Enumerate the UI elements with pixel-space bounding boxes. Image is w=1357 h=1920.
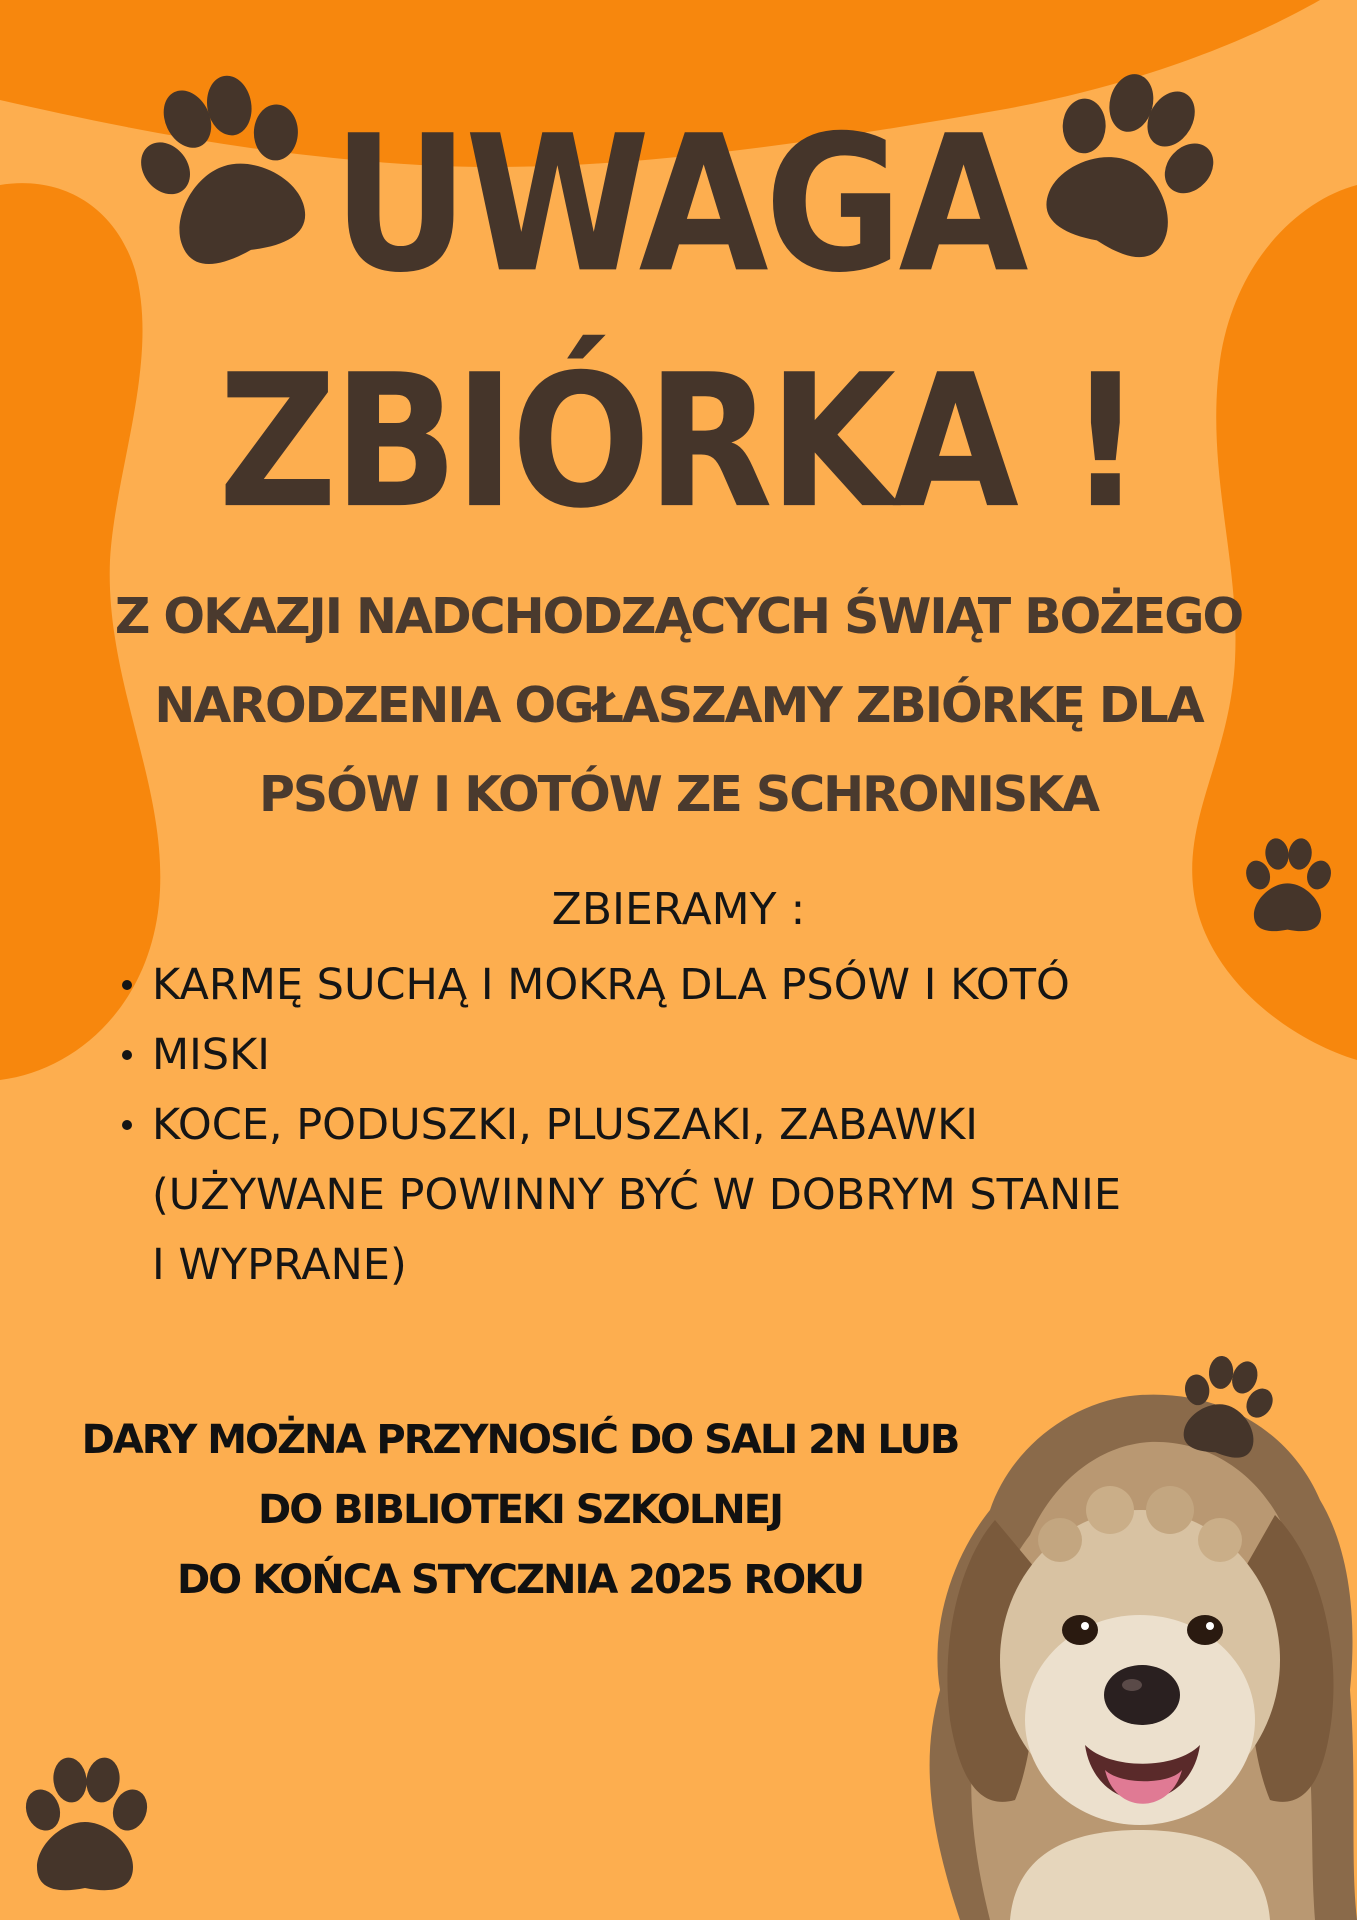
collect-heading: ZBIERAMY : xyxy=(551,884,806,935)
title-zbiorka: ZBIÓRKA ! xyxy=(218,334,1139,549)
list-item-text: KOCE, PODUSZKI, PLUSZAKI, ZABAWKI xyxy=(152,1100,978,1150)
paw-print-icon xyxy=(1160,1342,1290,1472)
bullet-icon xyxy=(122,980,132,990)
bullet-icon xyxy=(122,1120,132,1130)
intro-text xyxy=(0,572,1357,839)
title-uwaga: UWAGA xyxy=(332,94,1025,315)
donation-line: DO BIBLIOTEKI SZKOLNEJ xyxy=(258,1487,782,1533)
list-item-text: KARMĘ SUCHĄ I MOKRĄ DLA PSÓW I KOTÓ xyxy=(152,960,1070,1010)
list-item-text: I WYPRANE) xyxy=(152,1240,407,1290)
list-item-text: MISKI xyxy=(152,1030,270,1080)
intro-line: PSÓW I KOTÓW ZE SCHRONISKA xyxy=(259,766,1098,823)
intro-line: NARODZENIA OGŁASZAMY ZBIÓRKĘ DLA xyxy=(154,677,1203,734)
donation-line: DO KOŃCA STYCZNIA 2025 ROKU xyxy=(176,1557,864,1603)
list-item xyxy=(112,1020,1357,1090)
list-item xyxy=(112,950,1357,1020)
bullet-icon xyxy=(122,1050,132,1060)
list-item-text: (UŻYWANE POWINNY BYĆ W DOBRYM STANIE xyxy=(152,1170,1122,1220)
donation-info xyxy=(40,1405,1000,1615)
intro-line: Z OKAZJI NADCHODZĄCYCH ŚWIĄT BOŻEGO xyxy=(114,588,1243,645)
paw-print-icon xyxy=(5,1750,165,1900)
collect-list xyxy=(112,950,1357,1300)
list-item xyxy=(112,1090,1357,1300)
donation-line: DARY MOŻNA PRZYNOSIĆ DO SALI 2N LUB xyxy=(81,1417,959,1463)
